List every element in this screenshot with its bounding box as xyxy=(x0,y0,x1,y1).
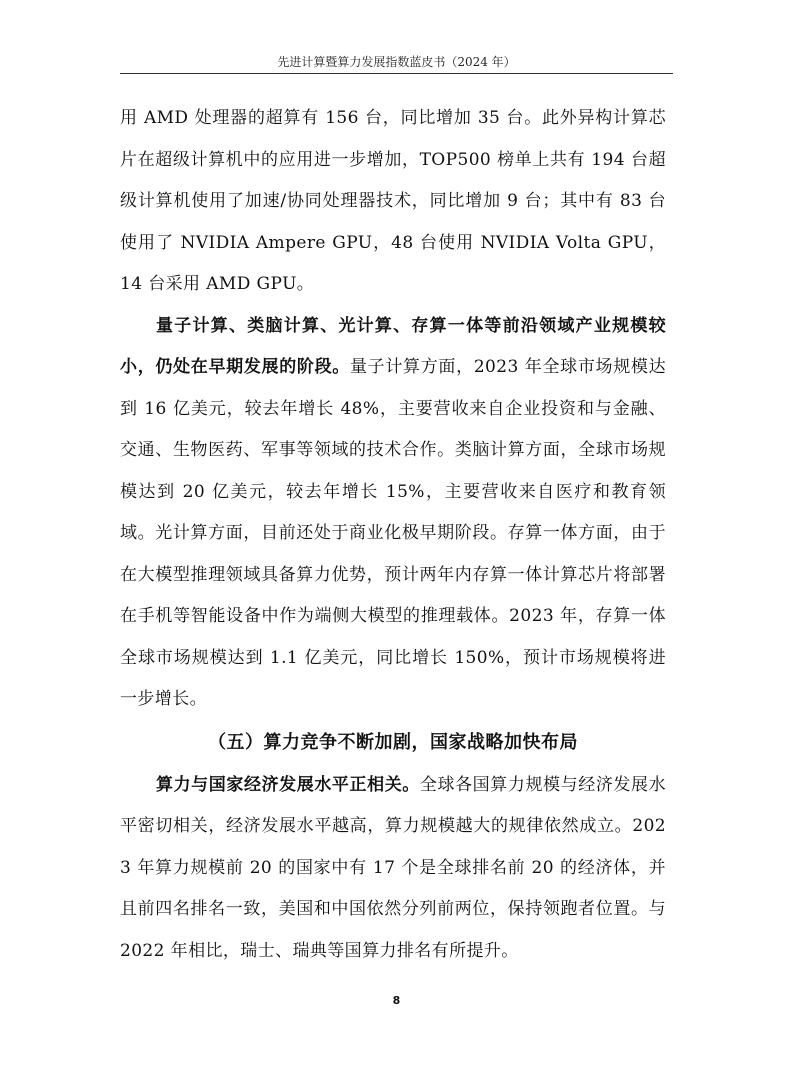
section-heading: （五）算力竞争不断加剧，国家战略加快布局 xyxy=(208,731,578,753)
paragraph-body-frontier: 量子计算方面，2023 年全球市场规模达到 16 亿美元，较去年增长 48%，主要营收来自企业投资和与金融、交通、生物医药、军事等领域的技术合作。类脑计算方面，全球市场规模达到 20 亿美元，较去年增长 15%，主要营收来自医疗和教育领域。光计算方面，目前还处于商业化极早期阶段。存算一体方面，由于在大模型推理领域具备算力优势，预计两年内存算一体计算芯片将部署在手机等智能设备中作为端侧大模型的推理载体。2023 年，存算一体全球市场规模达到 1.1 亿美元，同比增长 150%，预计市场规模将进一步增长。 xyxy=(120,357,667,709)
paragraph-frontier-computing xyxy=(120,306,666,721)
paragraph-lead-economy: 算力与国家经济发展水平正相关。 xyxy=(156,774,420,795)
paragraph-national-economy xyxy=(120,765,666,973)
paragraph-supercomputer-processors: 用 AMD 处理器的超算有 156 台，同比增加 35 台。此外异构计算芯片在超级计算机中的应用进一步增加，TOP500 榜单上共有 194 台超级计算机使用了加速/协同处理器技术，同比增加 9 台；其中有 83 台使用了 NVIDIA Ampere GPU，48 台使用 NVIDIA Volta GPU，14 台采用 AMD GPU。 xyxy=(120,108,666,294)
header-divider xyxy=(120,73,673,74)
page-number: 8 xyxy=(392,994,401,1007)
paragraph-body-economy: 全球各国算力规模与经济发展水平密切相关，经济发展水平越高，算力规模越大的规律依然成立。2023 年算力规模前 20 的国家中有 17 个是全球排名前 20 的经济体，并且前四名排名一致，美国和中国依然分列前两位，保持领跑者位置。与 2022 年相比，瑞士、瑞典等国算力排名有所提升。 xyxy=(120,774,666,961)
paragraph-lead-frontier: 量子计算、类脑计算、光计算、存算一体等前沿领域产业规模较小，仍处在早期发展的阶段。 xyxy=(120,315,666,377)
page-body xyxy=(120,98,666,972)
running-header: 先进计算暨算力发展指数蓝皮书（2024 年） xyxy=(277,55,516,69)
